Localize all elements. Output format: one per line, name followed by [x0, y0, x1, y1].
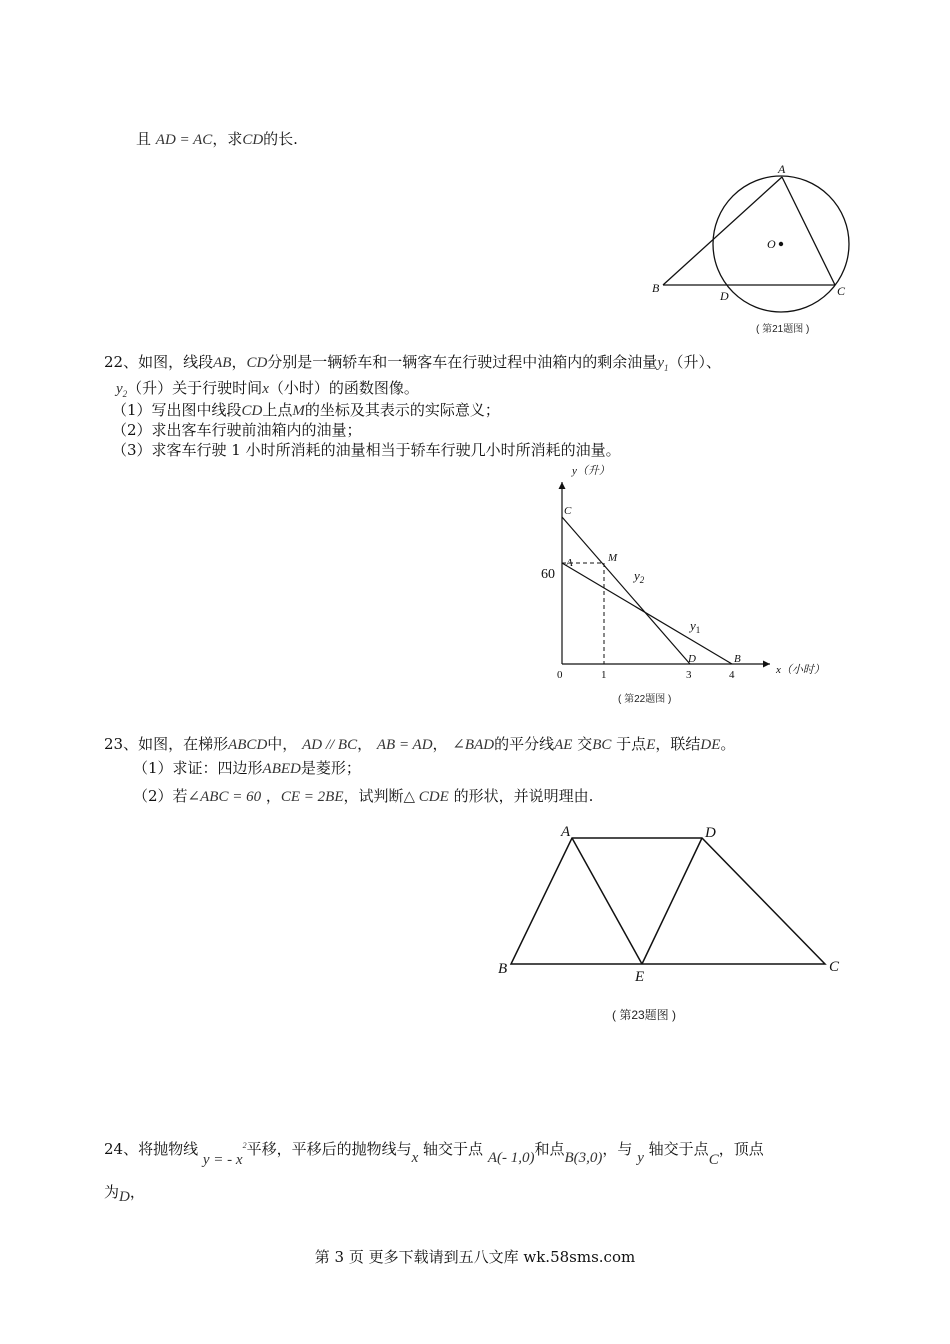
label-d23: D: [705, 825, 716, 841]
segment-de: [642, 838, 702, 964]
label-b22: B: [734, 653, 741, 665]
q22-part3: （3）求客车行驶 1 小时所消耗的油量相当于轿车行驶几小时所消耗的油量。: [112, 441, 621, 459]
q21-condition-line: 且 AD = AC，求CD的长.: [136, 130, 298, 148]
q24-line2: 为D，: [104, 1183, 145, 1205]
tick-0: 0: [557, 669, 563, 681]
label-e23: E: [635, 969, 645, 985]
tick-1: 1: [601, 669, 607, 681]
x-axis-label: x（小时）: [776, 664, 825, 676]
y-axis-label: y（升）: [572, 465, 610, 477]
arc-equation: AD = AC: [155, 132, 213, 148]
label-c: C: [837, 284, 846, 298]
caption-23: ( 第23题图 ): [612, 1008, 677, 1022]
label-y1: $y_1$: [690, 618, 701, 635]
q23-part1: （1）求证：四边形ABED是菱形；: [133, 759, 361, 777]
tick-4: 4: [729, 669, 735, 681]
q22-part2: （2）求出客车行驶前油箱内的油量；: [112, 421, 362, 439]
caption-22: ( 第22题图 ): [618, 694, 672, 705]
label-b23: B: [498, 961, 508, 977]
trapezoid-abcd: [511, 838, 825, 964]
label-a23: A: [561, 824, 571, 840]
label-d22: D: [688, 653, 696, 665]
label-c23: C: [829, 959, 840, 975]
label-d: D: [720, 289, 729, 303]
q23-line1: 23、如图，在梯形ABCD中， AD // BC， AB = AD， ∠BAD的平分线AE 交BC 于点E，联结DE。: [104, 735, 736, 753]
label-a: A: [778, 162, 786, 176]
q23-part2: （2）若∠ABC = 60 ，CE = 2BE，试判断△ CDE 的形状，并说明理由.: [133, 787, 594, 805]
label-o: O: [767, 237, 776, 251]
q22-part1: （1）写出图中线段CD上点M的坐标及其表示的实际意义；: [112, 401, 500, 419]
segment-ae: [572, 838, 642, 964]
tick-3: 3: [686, 669, 692, 681]
label-a22: A: [566, 557, 573, 569]
page-footer: 第 3 页 更多下载请到五八文库 wk.58sms.com: [314, 1248, 636, 1266]
q22-line1: 22、如图，线段AB，CD分别是一辆轿车和一辆客车在行驶过程中油箱内的剩余油量$y_1$（升）、: [104, 353, 721, 373]
label-c22: C: [564, 505, 572, 517]
label-y2: $y_2$: [634, 568, 645, 585]
q24-line1: 24、将抛物线 y = - $x^2$平移，平移后的抛物线与x 轴交于点 A(- 1,0)和点B(3,0)，与 y 轴交于点C，顶点: [104, 1140, 764, 1168]
label-b: B: [652, 281, 660, 295]
label-m22: M: [608, 552, 618, 564]
q22-line2: $y_2$（升）关于行驶时间x（小时）的函数图像。: [116, 379, 419, 399]
tick-60: 60: [541, 567, 555, 582]
caption-21: ( 第21题图 ): [756, 324, 810, 335]
